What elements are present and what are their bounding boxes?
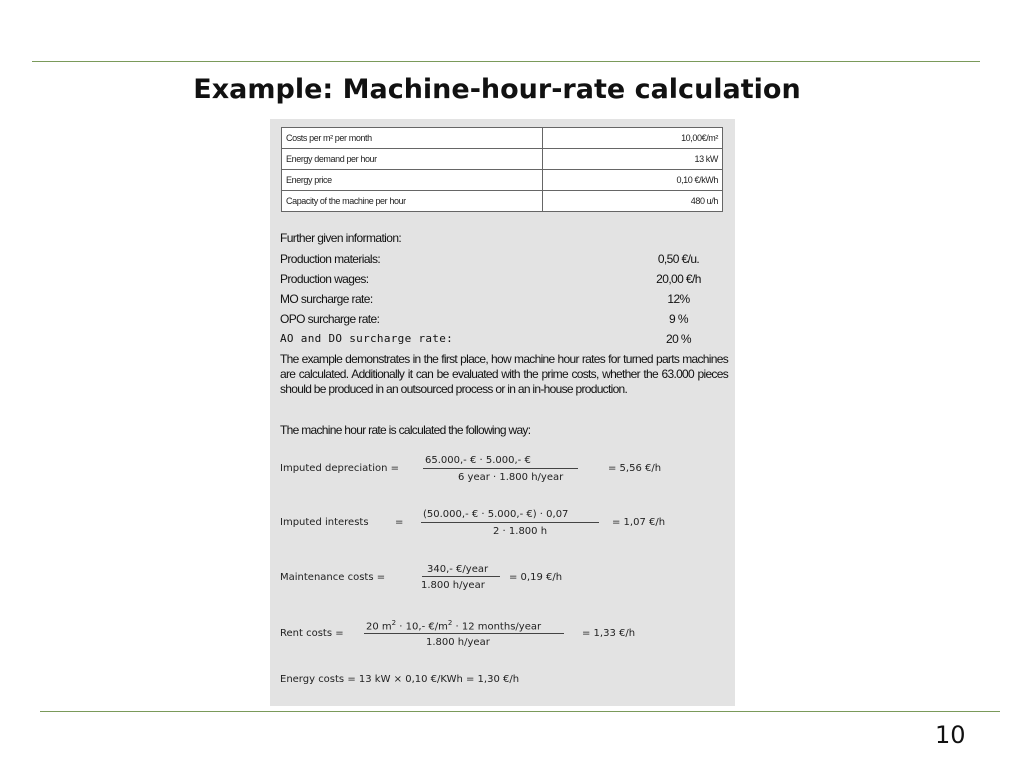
formula-result: = 0,19 €/h (509, 572, 563, 583)
further-info-heading: Further given information: (280, 231, 402, 245)
table-label: Energy demand per hour (282, 149, 543, 170)
given-label: AO and DO surcharge rate: (280, 332, 454, 345)
given-label: MO surcharge rate: (280, 292, 373, 306)
formula-text: Energy costs = 13 kW × 0,10 €/KWh = 1,30 €/h (280, 674, 520, 685)
given-value: 20,00 €/h (656, 272, 701, 286)
given-value: 0,50 €/u. (657, 252, 700, 266)
formula-result: = 1,07 €/h (612, 517, 666, 528)
formula-label: Imputed interests (280, 517, 369, 528)
table-value: 0,10 €/kWh (543, 170, 723, 191)
list-item (280, 252, 727, 272)
table-value: 480 u/h (543, 191, 723, 212)
fraction-bar (364, 633, 564, 634)
table-value: 13 kW (543, 149, 723, 170)
maintenance-formula (280, 564, 730, 600)
given-info-list (280, 252, 727, 352)
table-label: Costs per m² per month (282, 128, 543, 149)
formula-denominator: 1.800 h/year (426, 637, 490, 648)
formula-denominator: 6 year · 1.800 h/year (458, 472, 564, 483)
fraction-bar (421, 522, 599, 523)
top-divider (32, 61, 980, 62)
formula-label: Imputed depreciation = (280, 463, 399, 474)
list-item (280, 272, 727, 292)
example-sheet (270, 119, 735, 706)
table-row (282, 170, 723, 191)
table-row (282, 149, 723, 170)
formula-numerator: 65.000,- € · 5.000,- € (425, 455, 531, 466)
given-value: 20 % (666, 332, 691, 346)
formula-denominator: 1.800 h/year (421, 580, 485, 591)
slide-title: Example: Machine-hour-rate calculation (193, 74, 801, 105)
given-label: OPO surcharge rate: (280, 312, 380, 326)
parameters-table (281, 127, 723, 212)
bottom-divider (40, 711, 1000, 712)
energy-formula (280, 674, 730, 690)
table-label: Energy price (282, 170, 543, 191)
interests-formula (280, 509, 730, 545)
description-paragraph: The example demonstrates in the first place, how machine hour rates for turned parts machines are calculated. Additionally it can be evaluated with the prime costs, whether the 63.000 pieces should be produced in an outsourced process or in an in-house production. (280, 352, 728, 396)
given-label: Production materials: (280, 252, 381, 266)
formula-result: = 1,33 €/h (582, 628, 636, 639)
given-label: Production wages: (280, 272, 369, 286)
formula-equals: = (395, 517, 404, 528)
table-row (282, 191, 723, 212)
given-value: 12% (667, 292, 690, 306)
formula-label: Rent costs = (280, 628, 344, 639)
page-number: 10 (935, 721, 966, 749)
table-label: Capacity of the machine per hour (282, 191, 543, 212)
given-value: 9 % (669, 312, 688, 326)
formula-numerator: 20 $m^2 \cdot 10,-$ $€/m^2 \cdot 12$ months/year (366, 619, 542, 633)
table-value: 10,00€/m² (543, 128, 723, 149)
formula-denominator: 2 · 1.800 h (493, 526, 548, 537)
table-row (282, 128, 723, 149)
fraction-bar (422, 576, 500, 577)
formula-numerator: (50.000,- € · 5.000,- €) · 0,07 (423, 509, 569, 520)
rent-formula (280, 619, 730, 655)
fraction-bar (423, 468, 578, 469)
list-item (280, 312, 727, 332)
list-item (280, 292, 727, 312)
list-item (280, 332, 727, 352)
depreciation-formula (280, 455, 730, 491)
formula-result: = 5,56 €/h (608, 463, 662, 474)
method-heading: The machine hour rate is calculated the following way: (280, 423, 531, 437)
formula-numerator: 340,- €/year (427, 564, 489, 575)
formula-label: Maintenance costs = (280, 572, 386, 583)
